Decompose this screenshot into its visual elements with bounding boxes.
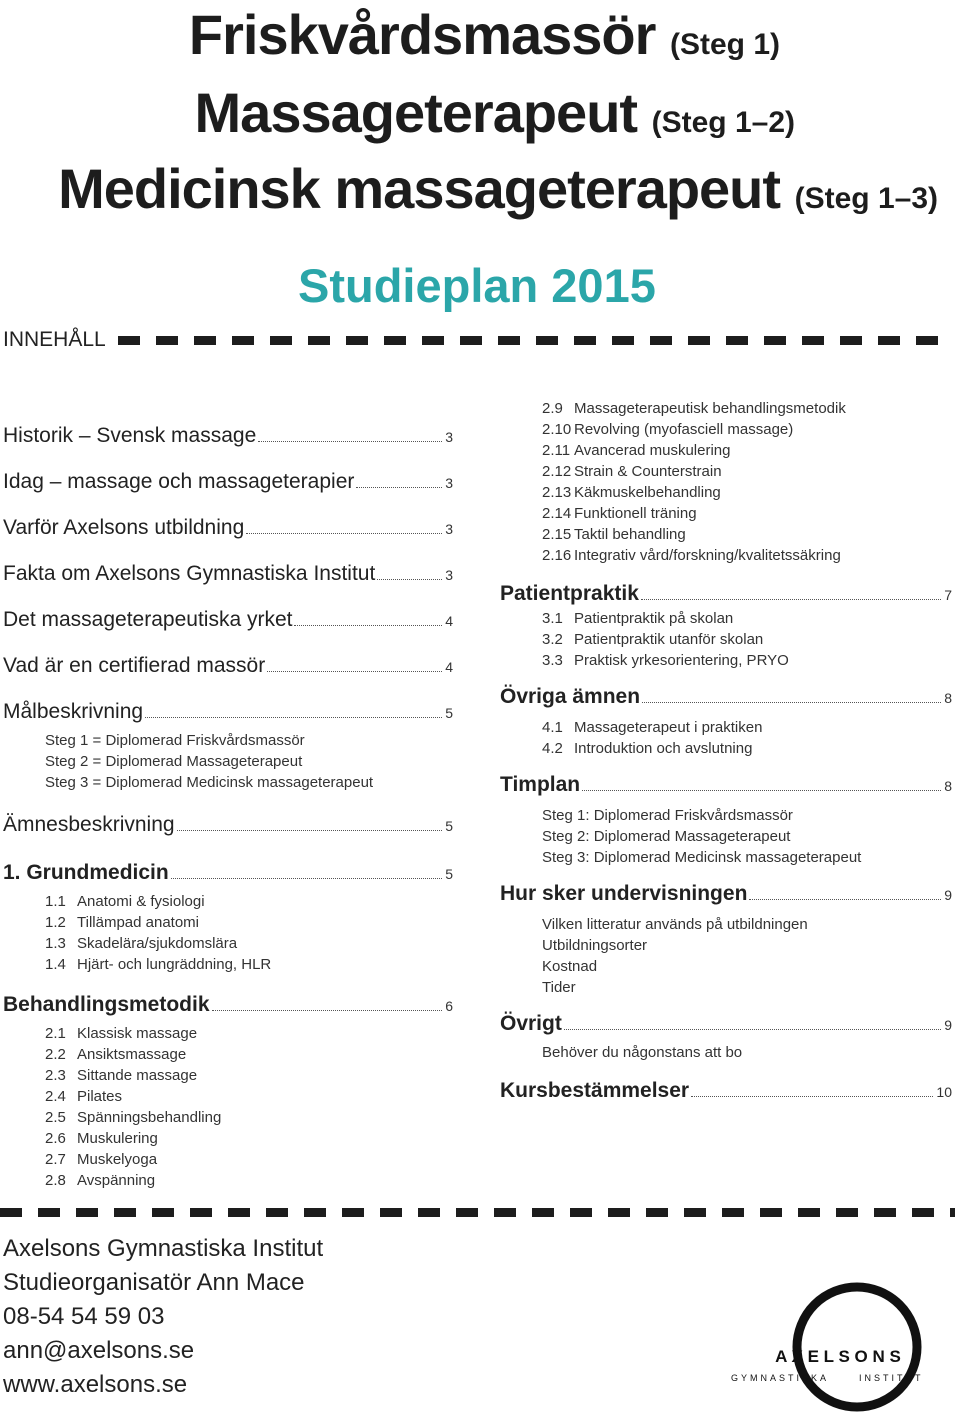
toc-leader-dots: [691, 1096, 933, 1097]
title-main: Medicinsk massageterapeut: [58, 157, 781, 220]
toc-subitem: 2.10 Revolving (myofasciell massage): [542, 421, 794, 438]
toc-page-number: 4: [445, 613, 453, 629]
toc-entry-label: Övriga ämnen: [500, 685, 641, 708]
toc-leader-dots: [177, 830, 443, 831]
ovrigt-sublist: [500, 1042, 952, 1063]
title-main: Friskvårdsmassör: [188, 3, 656, 66]
innehall-label: INNEHÅLL: [3, 328, 106, 351]
ovriga-sublist: [500, 717, 952, 759]
toc-entry: [500, 1079, 952, 1103]
toc-subitem: 2.5 Spänningsbehandling: [45, 1109, 222, 1126]
toc-entry-label: Varför Axelsons utbildning: [3, 516, 245, 539]
toc-subitem: 2.15 Taktil behandling: [542, 526, 686, 543]
toc-subitem: Kostnad: [542, 958, 598, 975]
toc-subitem: Vilken litteratur används på utbildningen: [542, 916, 808, 933]
toc-subitem: 2.2 Ansiktsmassage: [45, 1046, 187, 1063]
toc-entry: [500, 685, 952, 709]
toc-subitem: Steg 2: Diplomerad Massageterapeut: [542, 828, 791, 845]
toc-left-column: [3, 398, 453, 1191]
toc-page-number: 3: [445, 521, 453, 537]
toc-page-number: 5: [445, 866, 453, 882]
toc-leader-dots: [582, 790, 941, 791]
footer-phone: 08-54 54 59 03: [3, 1303, 165, 1330]
toc-page-number: 4: [445, 659, 453, 675]
toc-subitem: 2.4 Pilates: [45, 1088, 123, 1105]
toc-subitem: 2.14 Funktionell träning: [542, 505, 697, 522]
toc-leader-dots: [564, 1029, 941, 1030]
logo-sub-left: GYMNASTISKA: [731, 1373, 830, 1383]
toc-entry: [3, 861, 453, 885]
toc-entry: [3, 813, 453, 837]
toc-entry-label: Fakta om Axelsons Gymnastiska Institut: [3, 562, 376, 585]
toc-page-number: 10: [936, 1084, 952, 1100]
toc-leader-dots: [377, 579, 442, 580]
toc-entry-label: Vad är en certifierad massör: [3, 654, 266, 677]
toc-entry-label: 1. Grundmedicin: [3, 861, 169, 884]
dash-divider: [118, 336, 950, 345]
studieplan-heading: Studieplan 2015: [298, 259, 656, 312]
toc-subitem: 2.7 Muskelyoga: [45, 1151, 158, 1168]
toc-subitem: Steg 3: Diplomerad Medicinsk massageterapeut: [542, 849, 862, 866]
toc-subitem: 2.6 Muskulering: [45, 1130, 158, 1147]
toc-subitem: 3.1 Patientpraktik på skolan: [542, 610, 734, 627]
title-steg: (Steg 1–3): [794, 182, 938, 215]
title-line-1: [189, 2, 780, 67]
footer-org: Axelsons Gymnastiska Institut: [3, 1235, 324, 1262]
behandling-cont-sublist: [500, 398, 952, 566]
toc-page-number: 5: [445, 705, 453, 721]
toc-entry: [500, 882, 952, 906]
toc-subitem: 2.12 Strain & Counterstrain: [542, 463, 722, 480]
title-main: Massageterapeut: [194, 81, 638, 144]
toc-entry-label: Kursbestämmelser: [500, 1079, 690, 1102]
toc-entry-label: Övrigt: [500, 1012, 562, 1035]
title-line-3: [58, 156, 938, 221]
toc-entry: [3, 993, 453, 1017]
toc-subitem: Steg 3 = Diplomerad Medicinsk massageterapeut: [45, 774, 374, 791]
toc-subitem: 3.3 Praktisk yrkesorientering, PRYO: [542, 652, 789, 669]
grundmedicin-sublist: [3, 891, 453, 975]
toc-entry: [3, 424, 453, 448]
toc-subitem: 2.11 Avancerad muskulering: [542, 442, 731, 459]
toc-subitem: Steg 2 = Diplomerad Massageterapeut: [45, 753, 303, 770]
toc-subitem: 1.3 Skadelära/sjukdomslära: [45, 935, 238, 952]
toc-page-number: 3: [445, 429, 453, 445]
footer-website[interactable]: www.axelsons.se: [3, 1371, 188, 1398]
toc-subitem: 2.1 Klassisk massage: [45, 1025, 198, 1042]
toc-entry-label: Det massageterapeutiska yrket: [3, 608, 293, 631]
behandling-sublist: [3, 1023, 453, 1191]
toc-page-number: 3: [445, 475, 453, 491]
toc-leader-dots: [246, 533, 442, 534]
axelsons-logo: [727, 1282, 949, 1412]
timplan-sublist: [500, 805, 952, 868]
toc-entry: [500, 582, 952, 606]
toc-entry-label: Ämnesbeskrivning: [3, 813, 175, 836]
toc-subitem: Behöver du någonstans att bo: [542, 1044, 743, 1061]
toc-leader-dots: [145, 717, 442, 718]
toc-leader-dots: [294, 625, 442, 626]
footer-email[interactable]: ann@axelsons.se: [3, 1337, 195, 1364]
toc-subitem: 2.13 Käkmuskelbehandling: [542, 484, 721, 501]
toc-entry-label: Historik – Svensk massage: [3, 424, 257, 447]
toc-page-number: 8: [944, 690, 952, 706]
malbeskrivning-sublist: [3, 730, 453, 793]
toc-page-number: 8: [944, 778, 952, 794]
toc-entry: [3, 608, 453, 632]
toc-right-column: [500, 398, 952, 1103]
toc-subitem: 2.3 Sittande massage: [45, 1067, 198, 1084]
toc-subitem: Steg 1: Diplomerad Friskvårdsmassör: [542, 807, 793, 824]
toc-leader-dots: [641, 599, 941, 600]
hur-sublist: [500, 914, 952, 998]
toc-entry: [500, 1012, 952, 1036]
toc-entry-label: Patientpraktik: [500, 582, 639, 605]
toc-subitem: 2.16 Integrativ vård/forskning/kvalitetssäkring: [542, 547, 841, 564]
dash-divider: [0, 1208, 955, 1217]
toc-leader-dots: [267, 671, 442, 672]
toc-entry: [3, 700, 453, 724]
toc-entry-label: Hur sker undervisningen: [500, 882, 748, 905]
toc-entry: [500, 773, 952, 797]
toc-subitem: Utbildningsorter: [542, 937, 648, 954]
toc-leader-dots: [212, 1010, 443, 1011]
toc-subitem: 1.1 Anatomi & fysiologi: [45, 893, 205, 910]
toc-subitem: 3.2 Patientpraktik utanför skolan: [542, 631, 764, 648]
toc-entry: [3, 654, 453, 678]
toc-entry-label: Timplan: [500, 773, 581, 796]
toc-page-number: 5: [445, 818, 453, 834]
toc-page-number: 3: [445, 567, 453, 583]
footer-contact-person: Studieorganisatör Ann Mace: [3, 1269, 305, 1296]
title-steg: (Steg 1): [669, 28, 780, 61]
toc-subitem: 2.9 Massageterapeutisk behandlingsmetodik: [542, 400, 846, 417]
toc-leader-dots: [171, 878, 443, 879]
toc-leader-dots: [356, 487, 442, 488]
toc-leader-dots: [258, 441, 442, 442]
toc-leader-dots: [642, 702, 941, 703]
footer-contact: [3, 1232, 323, 1402]
toc-subitem: 2.8 Avspänning: [45, 1172, 156, 1189]
toc-entry: [3, 516, 453, 540]
toc-leader-dots: [749, 899, 941, 900]
toc-entry-label: Behandlingsmetodik: [3, 993, 210, 1016]
toc-entry: [3, 562, 453, 586]
toc-page-number: 7: [944, 587, 952, 603]
toc-subitem: 4.1 Massageterapeut i praktiken: [542, 719, 763, 736]
toc-entry: [3, 470, 453, 494]
toc-subitem: 1.4 Hjärt- och lungräddning, HLR: [45, 956, 272, 973]
toc-entry-label: Målbeskrivning: [3, 700, 144, 723]
toc-page-number: 9: [944, 887, 952, 903]
title-line-2: [195, 80, 795, 145]
logo-word: A X E L S O N S: [775, 1347, 901, 1366]
patientpraktik-sublist: [500, 608, 952, 671]
toc-subitem: 1.2 Tillämpad anatomi: [45, 914, 199, 931]
toc-subitem: Tider: [542, 979, 576, 996]
toc-page-number: 6: [445, 998, 453, 1014]
toc-subitem: 4.2 Introduktion och avslutning: [542, 740, 753, 757]
title-steg: (Steg 1–2): [651, 106, 795, 139]
toc-subitem: Steg 1 = Diplomerad Friskvårdsmassör: [45, 732, 305, 749]
logo-sub-right: INSTITUT: [859, 1373, 924, 1383]
toc-entry-label: Idag – massage och massageterapier: [3, 470, 355, 493]
toc-page-number: 9: [944, 1017, 952, 1033]
